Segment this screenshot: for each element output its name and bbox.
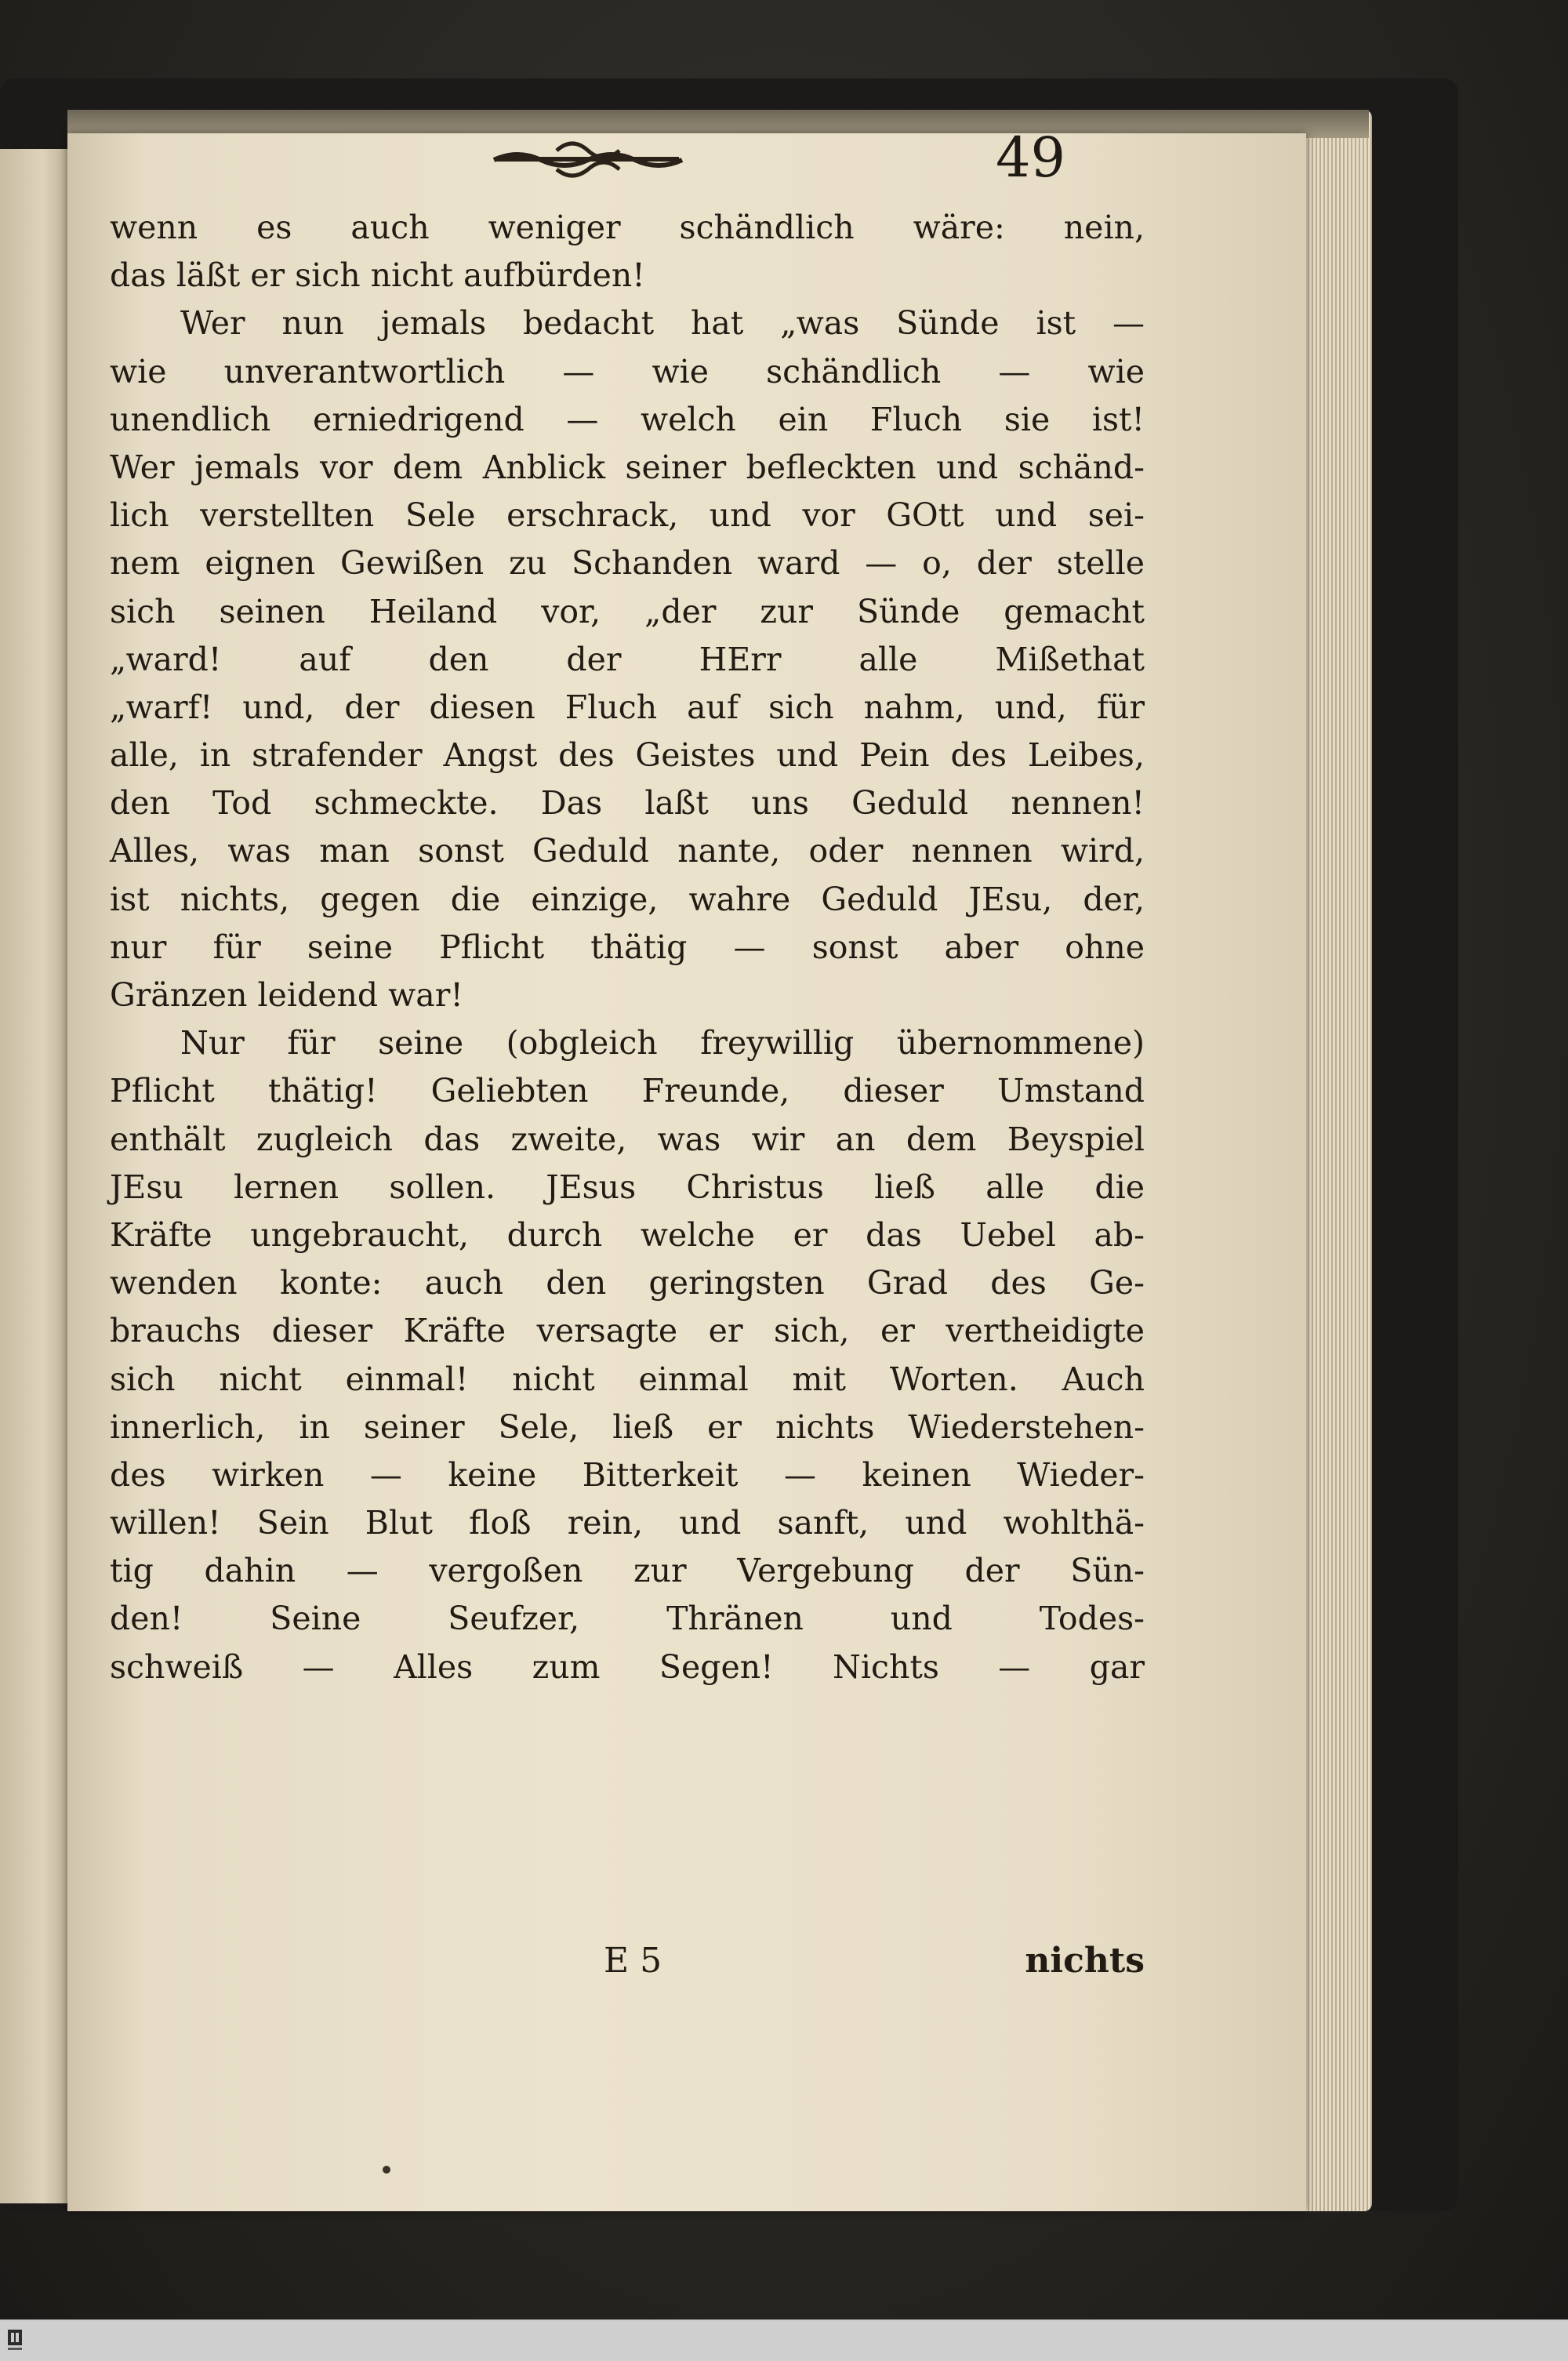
text-line: Nur für seine (obgleich freywillig übernommene): [180, 1024, 1145, 1062]
text-line: ist nichts, gegen die einzige, wahre Geduld JEsu, der,: [110, 880, 1145, 918]
facing-page-edge: [0, 149, 72, 2203]
text-line: wenn es auch weniger schändlich wäre: nein,: [110, 209, 1145, 246]
text-line: Wer nun jemals bedacht hat „was Sünde ist —: [180, 304, 1145, 343]
text-line: den Tod schmeckte. Das laßt uns Geduld nennen!: [110, 784, 1145, 823]
page-footer: [110, 1941, 1145, 1996]
paper-speck: [383, 2166, 390, 2174]
body-text: [110, 204, 1145, 1691]
text-line: lich verstellten Sele erschrack, und vor GOtt und sei-: [110, 496, 1145, 535]
text-line: den! Seine Seufzer, Thränen und Todes-: [110, 1600, 1145, 1638]
text-line: des wirken — keine Bitterkeit — keinen Wieder-: [110, 1455, 1145, 1494]
viewer-footer-bar: [0, 2319, 1568, 2361]
text-line: Wer jemals vor dem Anblick seiner befleckten und schänd-: [110, 448, 1145, 486]
text-line: nur für seine Pflicht thätig — sonst aber ohne: [110, 928, 1145, 966]
text-line: unendlich erniedrigend — welch ein Fluch sie ist!: [110, 400, 1145, 438]
library-logo-icon: [6, 2326, 24, 2353]
text-line: Alles, was man sonst Geduld nante, oder nennen wird,: [110, 832, 1145, 870]
text-line: enthält zugleich das zweite, was wir an dem Beyspiel: [110, 1120, 1145, 1158]
text-line: das läßt er sich nicht aufbürden!: [110, 256, 645, 295]
text-line: brauchs dieser Kräfte versagte er sich, er vertheidigte: [110, 1312, 1145, 1350]
text-line: Gränzen leidend war!: [110, 976, 463, 1014]
catchword: nichts: [1025, 1941, 1145, 1981]
text-line: schweiß — Alles zum Segen! Nichts — gar: [110, 1647, 1145, 1686]
text-line: tig dahin — vergoßen zur Vergebung der Sün-: [110, 1552, 1145, 1590]
text-line: nem eignen Gewißen zu Schanden ward — o, der stelle: [110, 544, 1145, 583]
text-line: wenden konte: auch den geringsten Grad des Ge-: [110, 1264, 1145, 1302]
text-line: Pflicht thätig! Geliebten Freunde, dieser Umstand: [110, 1072, 1145, 1110]
text-line: wie unverantwortlich — wie schändlich — wie: [110, 352, 1145, 390]
text-line: „warf! und, der diesen Fluch auf sich nahm, und, für: [110, 688, 1145, 726]
text-line: „ward! auf den der HErr alle Mißethat: [110, 640, 1145, 678]
text-line: willen! Sein Blut floß rein, und sanft, und wohlthä-: [110, 1504, 1145, 1542]
text-line: Kräfte ungebraucht, durch welche er das Uebel ab-: [110, 1215, 1145, 1254]
signature-mark: E 5: [604, 1941, 662, 1981]
text-line: innerlich, in seiner Sele, ließ er nichts Wiederstehen-: [110, 1408, 1145, 1446]
text-line: alle, in strafender Angst des Geistes und Pein des Leibes,: [110, 736, 1145, 775]
text-line: sich nicht einmal! nicht einmal mit Worten. Auch: [110, 1360, 1145, 1398]
page-number: 49: [996, 125, 1066, 190]
text-line: JEsu lernen sollen. JEsus Christus ließ alle die: [110, 1168, 1145, 1206]
text-line: sich seinen Heiland vor, „der zur Sünde gemacht: [110, 592, 1145, 630]
ornament-icon: [486, 133, 690, 183]
